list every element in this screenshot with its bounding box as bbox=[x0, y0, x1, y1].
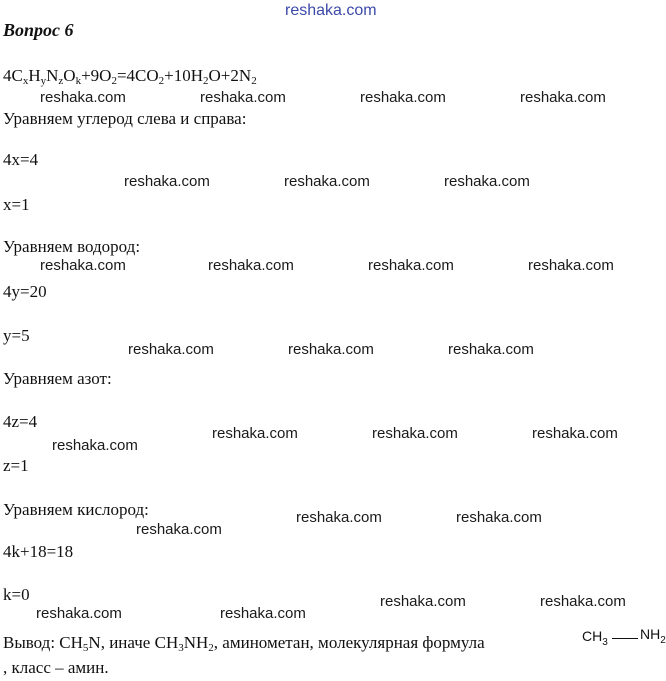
question-title: Вопрос 6 bbox=[3, 20, 74, 40]
conclusion-sub: 3 bbox=[178, 642, 184, 654]
watermark: reshaka.com bbox=[40, 257, 126, 274]
watermark: reshaka.com bbox=[284, 173, 370, 190]
eq-part: O+2N bbox=[208, 66, 252, 85]
watermark: reshaka.com bbox=[200, 89, 286, 106]
eq-part: +9O bbox=[81, 66, 112, 85]
watermark: reshaka.com bbox=[128, 341, 214, 358]
carbon-equation-2: x=1 bbox=[3, 195, 30, 214]
watermark: reshaka.com bbox=[448, 341, 534, 358]
watermark: reshaka.com bbox=[124, 173, 210, 190]
conclusion-sub: 2 bbox=[208, 642, 214, 654]
eq-sub: 2 bbox=[158, 75, 165, 87]
watermark: reshaka.com bbox=[36, 605, 122, 622]
watermark: reshaka.com bbox=[360, 89, 446, 106]
eq-sub: 2 bbox=[111, 75, 117, 87]
watermark: reshaka.com bbox=[288, 341, 374, 358]
eq-part: +10H bbox=[164, 66, 204, 85]
watermark: reshaka.com bbox=[368, 257, 454, 274]
conclusion-part: N, иначе CH bbox=[88, 633, 179, 652]
conclusion-line bbox=[3, 633, 485, 654]
watermark: reshaka.com bbox=[40, 89, 126, 106]
conclusion-part: Вывод: CH bbox=[3, 633, 83, 652]
hydrogen-equation-1: 4y=20 bbox=[3, 282, 47, 301]
watermark: reshaka.com bbox=[528, 257, 614, 274]
structure-right: $NH_2$ bbox=[640, 626, 666, 646]
eq-sub: x bbox=[22, 75, 29, 87]
conclusion-part: NH bbox=[183, 633, 209, 652]
nitrogen-equation-2: z=1 bbox=[3, 456, 29, 475]
watermark: reshaka.com bbox=[372, 425, 458, 442]
watermark: reshaka.com bbox=[380, 593, 466, 610]
watermark: reshaka.com bbox=[520, 89, 606, 106]
eq-part: O bbox=[63, 66, 76, 85]
eq-part: =4CO bbox=[116, 66, 159, 85]
reaction-equation bbox=[3, 66, 257, 87]
oxygen-equation-1: 4k+18=18 bbox=[3, 542, 74, 561]
watermark: reshaka.com bbox=[456, 509, 542, 526]
conclusion-class-line: , класс – амин. bbox=[3, 658, 109, 677]
watermark: reshaka.com bbox=[208, 257, 294, 274]
site-header-watermark[interactable]: reshaka.com bbox=[285, 2, 377, 19]
watermark: reshaka.com bbox=[540, 593, 626, 610]
eq-part: 4C bbox=[3, 66, 23, 85]
watermark: reshaka.com bbox=[136, 521, 222, 538]
nitrogen-heading: Уравняем азот: bbox=[3, 369, 112, 388]
nitrogen-equation-1: 4z=4 bbox=[3, 412, 38, 431]
oxygen-equation-2: k=0 bbox=[3, 585, 30, 604]
structure-left: $CH_3$ bbox=[582, 628, 608, 648]
oxygen-heading: Уравняем кислород: bbox=[3, 500, 149, 519]
carbon-equation-1: 4x=4 bbox=[3, 150, 39, 169]
watermark: reshaka.com bbox=[532, 425, 618, 442]
carbon-heading: Уравняем углерод слева и справа: bbox=[3, 109, 247, 128]
watermark: reshaka.com bbox=[296, 509, 382, 526]
eq-sub: y bbox=[40, 75, 47, 87]
hydrogen-equation-2: y=5 bbox=[3, 326, 30, 345]
watermark: reshaka.com bbox=[212, 425, 298, 442]
conclusion-sub: 5 bbox=[82, 642, 89, 654]
structural-formula bbox=[582, 628, 664, 648]
eq-sub: z bbox=[58, 75, 64, 87]
watermark: reshaka.com bbox=[220, 605, 306, 622]
watermark: reshaka.com bbox=[52, 437, 138, 454]
eq-part: H bbox=[28, 66, 41, 85]
eq-part: N bbox=[46, 66, 59, 85]
eq-sub: 2 bbox=[251, 75, 257, 87]
hydrogen-heading: Уравняем водород: bbox=[3, 237, 141, 256]
conclusion-part: , аминометан, молекулярная формула bbox=[213, 633, 485, 652]
eq-sub: 2 bbox=[203, 75, 209, 87]
eq-sub: k bbox=[75, 75, 82, 87]
single-bond-line bbox=[612, 638, 638, 639]
watermark: reshaka.com bbox=[444, 173, 530, 190]
